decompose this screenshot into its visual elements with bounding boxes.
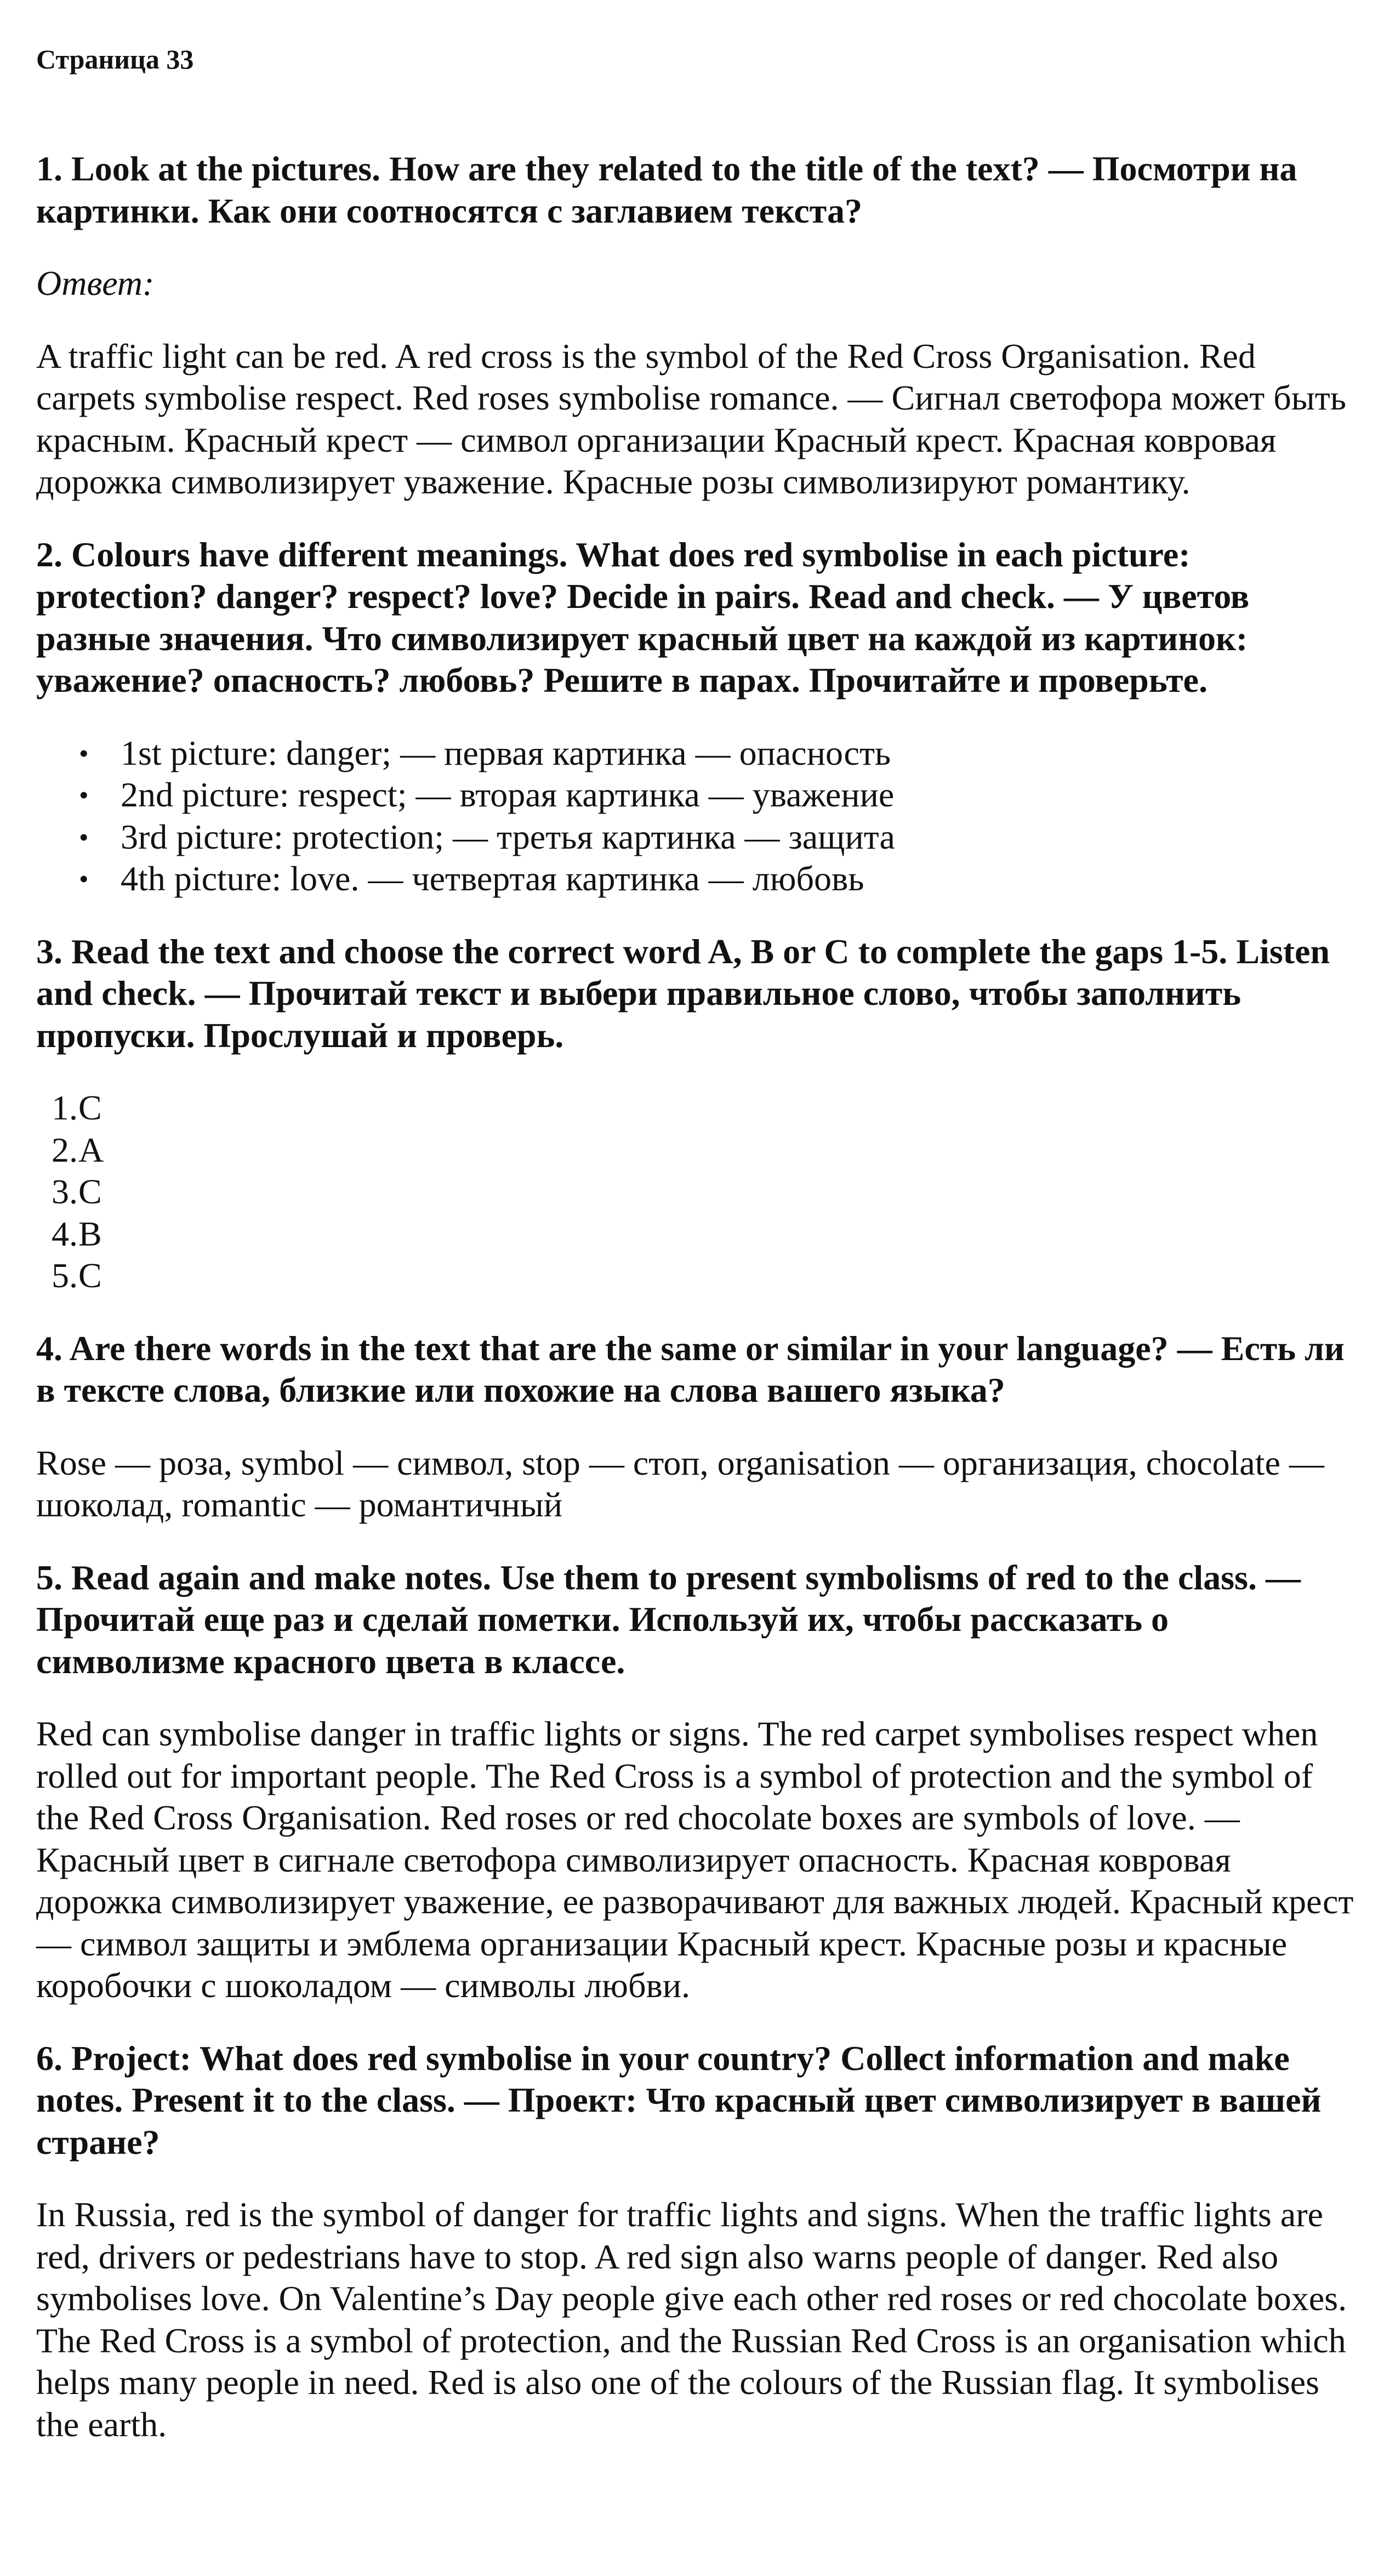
exercise-5-answer: Red can symbolise danger in traffic lights or signs. The red carpet symbolises respect when rolled out for important people. The Red Cross is a symbol of protection and the symbol of the Red Cross Organisation. Red roses or red chocolate boxes are symbols of love. — Красный цвет в сигнале светофора символизирует опасность. Красная ковровая дорожка символизирует уважение, ее разворачивают для важных людей. Красный крест — символ защиты и эмблема организации Красный крест. Красные розы и красные коробочки с шоколадом — символы любви.	[36, 1714, 1354, 2005]
exercise-5-question: 5. Read again and make notes. Use them to present symbolisms of red to the class. — Прочитай еще раз и сделай пометки. Используй их, чтобы рассказать о символизме красного цвета в классе.	[36, 1557, 1301, 1681]
list-item	[36, 732, 1362, 775]
exercise-5	[36, 1557, 1362, 2007]
list-item-value: A	[78, 1130, 104, 1169]
list-item-value: B	[78, 1214, 102, 1253]
bullet-icon: •	[79, 863, 89, 894]
list-item-number: 4.	[52, 1214, 78, 1253]
exercise-2-bullet-list	[36, 732, 1362, 900]
exercise-6	[36, 2038, 1362, 2446]
bullet-icon: •	[79, 821, 89, 852]
list-item	[36, 1171, 1362, 1213]
list-item	[36, 816, 1362, 858]
exercise-4-question: 4. Are there words in the text that are the same or similar in your language? — Есть ли в тексте слова, близкие или похожие на слова вашего языка?	[36, 1328, 1345, 1409]
list-item-value: C	[78, 1088, 102, 1127]
exercise-3-answer-list	[36, 1087, 1362, 1297]
list-item-number: 2.	[52, 1130, 78, 1169]
exercise-1	[36, 148, 1362, 503]
exercise-6-answer: In Russia, red is the symbol of danger for traffic lights and signs. When the traffic lights are red, drivers or pedestrians have to stop. A red sign also warns people of danger. Red also symbolises love. On Valentine’s Day people give each other red roses or red chocolate boxes. The Red Cross is a symbol of protection, and the Russian Red Cross is an organisation which helps many people in need. Red is also one of the colours of the Russian flag. It symbolises the earth.	[36, 2195, 1347, 2444]
list-item	[36, 1087, 1362, 1129]
list-item-value: C	[78, 1256, 102, 1295]
exercise-4-answer: Rose — роза, symbol — символ, stop — стоп, organisation — организация, chocolate — шоколад, romantic — романтичный	[36, 1443, 1324, 1524]
list-item	[36, 774, 1362, 816]
exercise-3	[36, 931, 1362, 1297]
list-item-number: 5.	[52, 1256, 78, 1295]
list-item	[36, 1213, 1362, 1255]
page-title: Страница 33	[36, 44, 194, 75]
exercise-1-answer: A traffic light can be red. A red cross is the symbol of the Red Cross Organisation. Red carpets symbolise respect. Red roses symbolise romance. — Сигнал светофора может быть красным. Красный крест — символ организации Красный крест. Красная ковровая дорожка символизирует уважение. Красные розы символизируют романтику.	[36, 336, 1346, 501]
exercise-1-question: 1. Look at the pictures. How are they related to the title of the text? — Посмотри на картинки. Как они соотносятся с заглавием текста?	[36, 149, 1297, 230]
list-item-number: 1.	[52, 1088, 78, 1127]
list-item	[36, 1255, 1362, 1297]
list-item	[36, 1129, 1362, 1172]
exercise-4	[36, 1328, 1362, 1526]
list-item-value: C	[78, 1172, 102, 1211]
exercise-6-question: 6. Project: What does red symbolise in your country? Collect information and make notes. Present it to the class. — Проект: Что красный цвет символизирует в вашей стране?	[36, 2038, 1322, 2162]
list-item-number: 3.	[52, 1172, 78, 1211]
list-item	[36, 858, 1362, 900]
list-item-text: 4th picture: love. — четвертая картинка — любовь	[121, 859, 864, 898]
list-item-text: 1st picture: danger; — первая картинка — опасность	[121, 733, 891, 772]
list-item-text: 2nd picture: respect; — вторая картинка — уважение	[121, 775, 895, 814]
answer-label: Ответ:	[36, 264, 155, 303]
bullet-icon: •	[79, 737, 89, 769]
bullet-icon: •	[79, 780, 89, 810]
exercise-2	[36, 534, 1362, 900]
exercise-2-question: 2. Colours have different meanings. What does red symbolise in each picture: protection? danger? respect? love? Decide in pairs. Read and check. — У цветов разные значения. Что символизирует красный цвет на каждой из картинок: уважение? опасность? любовь? Решите в парах. Прочитайте и проверьте.	[36, 534, 1250, 700]
list-item-text: 3rd picture: protection; — третья картинка — защита	[121, 817, 895, 856]
exercise-3-question: 3. Read the text and choose the correct word A, B or C to complete the gaps 1-5. Listen and check. — Прочитай текст и выбери правильное слово, чтобы заполнить пропуски. Прослушай и проверь.	[36, 931, 1330, 1055]
